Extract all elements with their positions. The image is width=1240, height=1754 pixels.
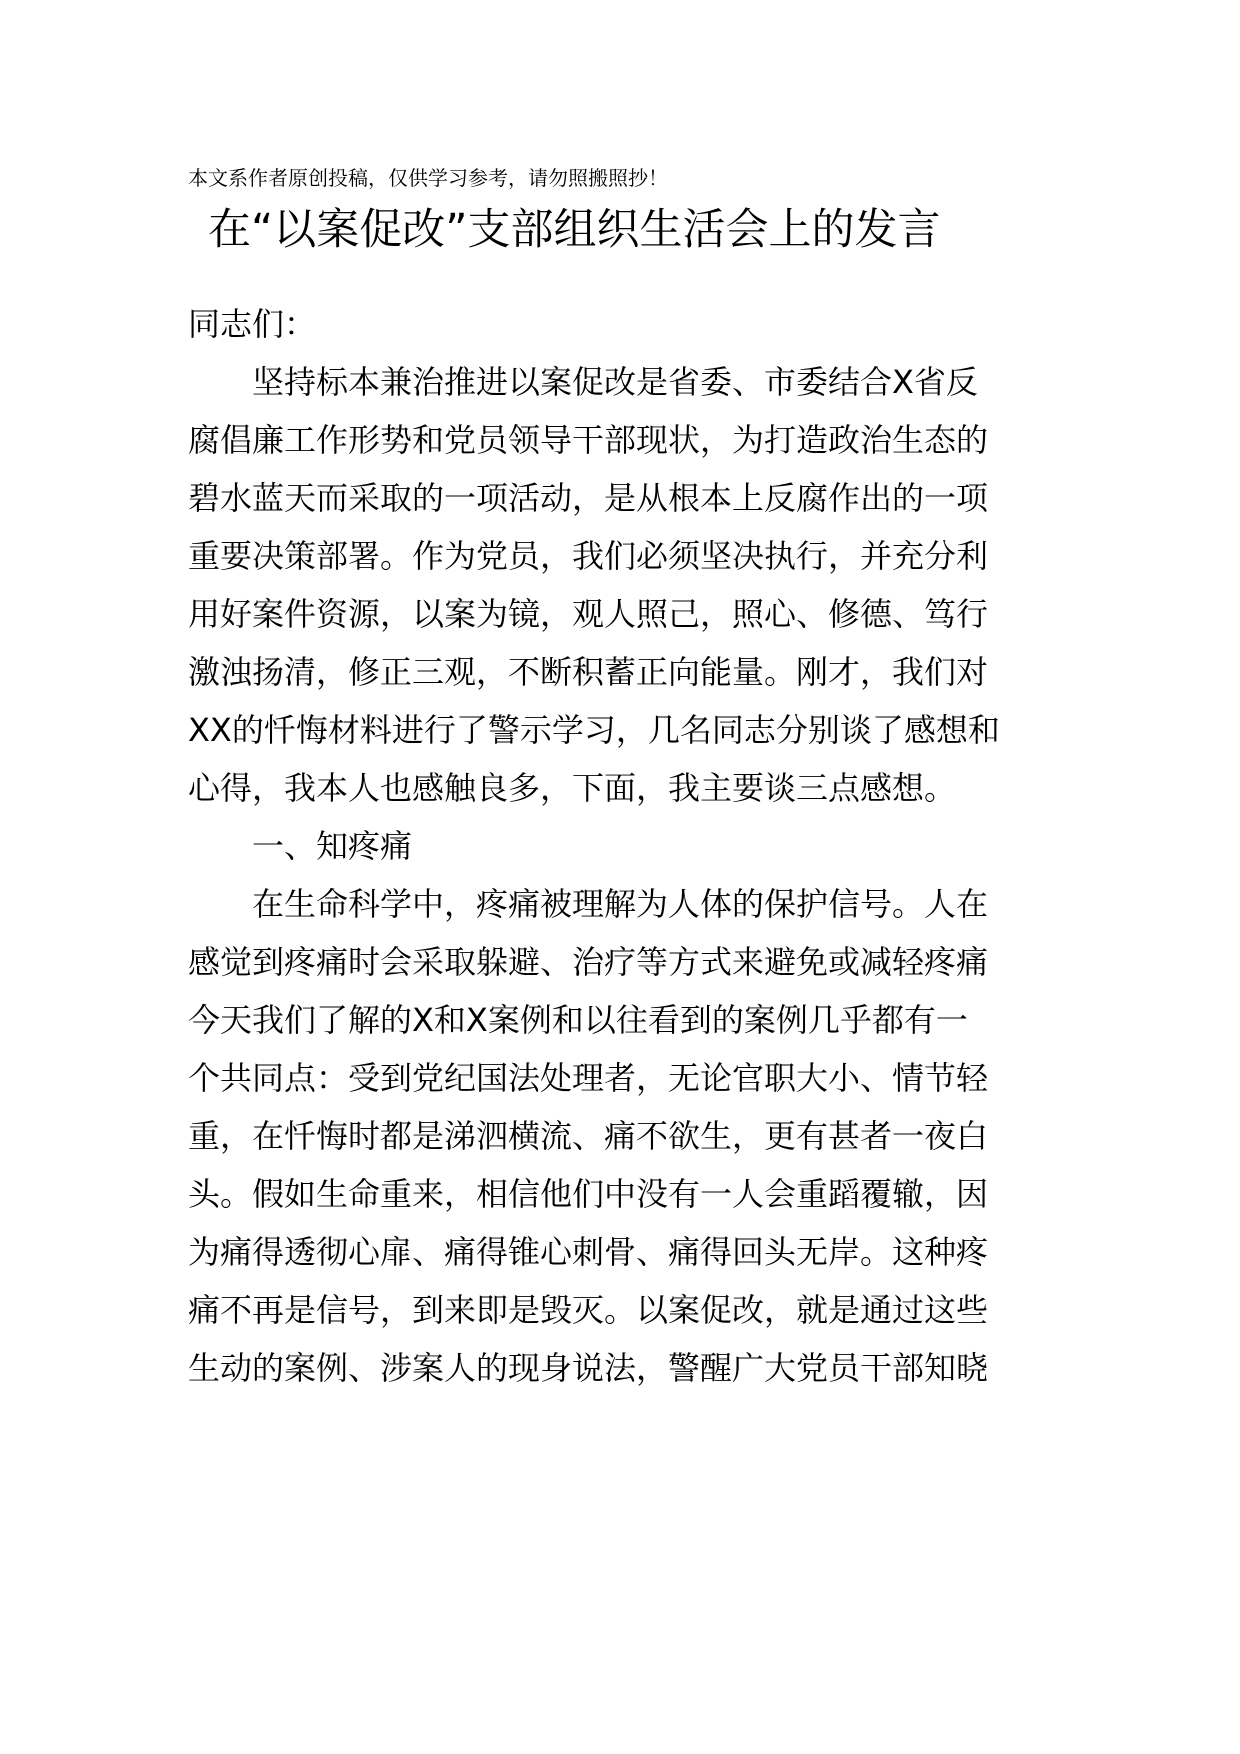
paragraph-1-line-7: XX的忏悔材料进行了警示学习，几名同志分别谈了感想和 — [188, 711, 1000, 749]
paragraph-1-line-2: 腐倡廉工作形势和党员领导干部现状，为打造政治生态的 — [188, 421, 989, 459]
paragraph-1-line-5: 用好案件资源，以案为镜，观人照己，照心、修德、笃行 — [188, 595, 989, 633]
paragraph-2-line-8: 痛不再是信号，到来即是毁灭。以案促改，就是通过这些 — [188, 1291, 989, 1329]
paragraph-2-line-3: 今天我们了解的X和X案例和以往看到的案例几乎都有一 — [188, 1001, 968, 1039]
paragraph-1-line-1: 坚持标本兼治推进以案促改是省委、市委结合X省反 — [252, 363, 978, 401]
paragraph-1-line-3: 碧水蓝天而采取的一项活动，是从根本上反腐作出的一项 — [188, 479, 989, 517]
paragraph-1-line-6: 激浊扬清，修正三观，不断积蓄正向能量。刚才，我们对 — [188, 653, 989, 691]
section-heading-1: 一、知疼痛 — [252, 827, 413, 865]
paragraph-2-line-5: 重，在忏悔时都是涕泗横流、痛不欲生，更有甚者一夜白 — [188, 1117, 989, 1155]
paragraph-2-line-2: 感觉到疼痛时会采取躲避、治疗等方式来避免或减轻疼痛 — [188, 943, 989, 981]
paragraph-2-line-1: 在生命科学中，疼痛被理解为人体的保护信号。人在 — [252, 885, 989, 923]
paragraph-2-line-9: 生动的案例、涉案人的现身说法，警醒广大党员干部知晓 — [188, 1349, 989, 1387]
document-title: 在“以案促改”支部组织生活会上的发言 — [208, 205, 941, 255]
paragraph-1-line-8: 心得，我本人也感触良多，下面，我主要谈三点感想。 — [188, 769, 957, 807]
paragraph-2-line-6: 头。假如生命重来，相信他们中没有一人会重蹈覆辙，因 — [188, 1175, 989, 1213]
notice-line: 本文系作者原创投稿，仅供学习参考，请勿照搬照抄！ — [188, 166, 668, 190]
salutation: 同志们： — [188, 305, 317, 343]
paragraph-2-line-7: 为痛得透彻心扉、痛得锥心刺骨、痛得回头无岸。这种疼 — [188, 1233, 989, 1271]
paragraph-2-line-4: 个共同点：受到党纪国法处理者，无论官职大小、情节轻 — [188, 1059, 989, 1097]
paragraph-1-line-4: 重要决策部署。作为党员，我们必须坚决执行，并充分利 — [188, 537, 989, 575]
